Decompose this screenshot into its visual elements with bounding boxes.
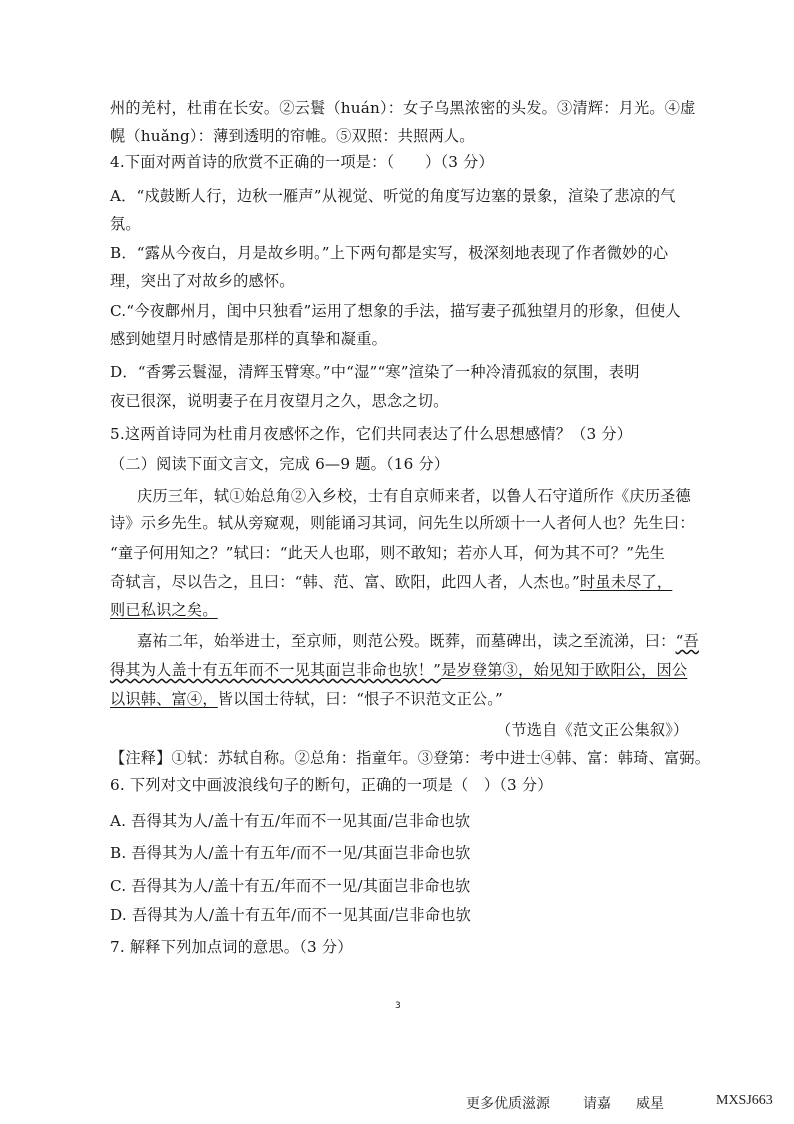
passage-text: 皆以国士待轼，曰：“恨子不识范文正公。”	[217, 690, 504, 708]
option-b: B．“露从今夜白，月是故乡明。”上下两句都是实写，极深刻地表现了作者微妙的心	[110, 244, 669, 262]
passage-line	[137, 631, 699, 651]
passage-line	[110, 689, 503, 709]
option-d: D．“香雾云鬟湿，清辉玉臂寒。”中“湿”“寒”渲染了一种冷清孤寂的氛围，表明	[110, 363, 640, 381]
option-d: D. 吾得其为人/盖十有五年/而不一见其面/岂非命也欤	[110, 906, 471, 924]
page-number: 3	[395, 1001, 401, 1011]
passage-text: 奇轼言，尽以告之，且曰：“韩、范、富、欧阳，此四人者，人杰也。”	[110, 573, 580, 591]
option-c: C. 吾得其为人/盖十有五/年而不一见/其面岂非命也欤	[110, 877, 471, 895]
underlined-sentence: 以识韩、富④，	[110, 690, 218, 708]
annotations: 【注释】①轼：苏轼自称。②总角：指童年。③登第：考中进士④韩、富：韩琦、富弼。	[110, 749, 711, 767]
text-line: 州的羌村，杜甫在长安。②云鬟（huán）：女子乌黑浓密的头发。③清辉：月光。④虚	[110, 99, 696, 117]
passage-line	[110, 600, 218, 620]
option-a: A．“戍鼓断人行，边秋一雁声”从视觉、听觉的角度写边塞的景象，渲染了悲凉的气	[110, 187, 676, 205]
footer-code: MXSJ663	[716, 1093, 773, 1108]
question-5: 5.这两首诗同为杜甫月夜感怀之作，它们共同表达了什么思想感情？（3 分）	[110, 425, 633, 443]
passage-line: 诗》示乡先生。轼从旁窥观，则能诵习其词，问先生以所颂十一人者何人也？先生曰：	[110, 514, 695, 532]
passage-line: 庆历三年，轼①始总角②入乡校，士有自京师来者，以鲁人石守道所作《庆历圣德	[137, 487, 691, 505]
source-note: （节选自《范文正公集叙》）	[496, 721, 689, 739]
question-6: 6. 下列对文中画波浪线句子的断句，正确的一项是（ ）（3 分）	[110, 776, 553, 794]
underlined-sentence: 时虽未尽了，	[579, 573, 673, 591]
option-b: B. 吾得其为人/盖十有五年/而不一见/其面岂非命也欤	[110, 844, 471, 862]
footer-more: 更多优质滋源	[466, 1096, 550, 1112]
text-line: 幌（huǎng）：薄到透明的帘帷。⑤双照：共照两人。	[110, 127, 475, 145]
section-heading: （二）阅读下面文言文，完成 6—9 题。（16 分）	[110, 455, 450, 473]
underlined-sentence: 是岁登第③，	[441, 661, 534, 679]
option-a: A. 吾得其为人/盖十有五/年而不一见其面/岂非命也欤	[110, 812, 471, 830]
text-line: 理，突出了对故乡的感怀。	[110, 272, 295, 290]
passage-line	[110, 660, 687, 680]
question-4: 4.下面对两首诗的欣赏不正确的一项是：（ ）（3 分）	[110, 153, 494, 171]
text-line: 夜已很深，说明妻子在月夜望月之久，思念之切。	[110, 392, 449, 410]
wavy-underlined-sentence: 得其为人盖十有五年而不一见其面岂非命也欤！”	[110, 661, 442, 679]
text-line: 感到她望月时感情是那样的真挚和凝重。	[110, 330, 387, 348]
question-7: 7. 解释下列加点词的意思。（3 分）	[110, 938, 353, 956]
footer-star: 威星	[636, 1096, 664, 1112]
passage-text: 嘉祐二年，始举进士，至京师，则范公殁。既葬，而墓碑出，读之至流涕，曰：	[137, 632, 676, 650]
text-line: 氛。	[110, 215, 141, 233]
footer-ask: 请嘉	[583, 1096, 611, 1112]
passage-line	[110, 572, 672, 592]
underlined-sentence: 始见知于欧阳公，因公	[533, 661, 688, 679]
underlined-sentence: 则已私识之矣。	[110, 601, 218, 619]
wavy-underlined-sentence: “吾	[675, 632, 699, 650]
passage-line: “童子何用知之？”轼曰：“此天人也耶，则不敢知；若亦人耳，何为其不可？”先生	[110, 544, 666, 562]
option-c: C.“今夜鄜州月，闺中只独看”运用了想象的手法，描写妻子孤独望月的形象，但使人	[110, 302, 681, 320]
